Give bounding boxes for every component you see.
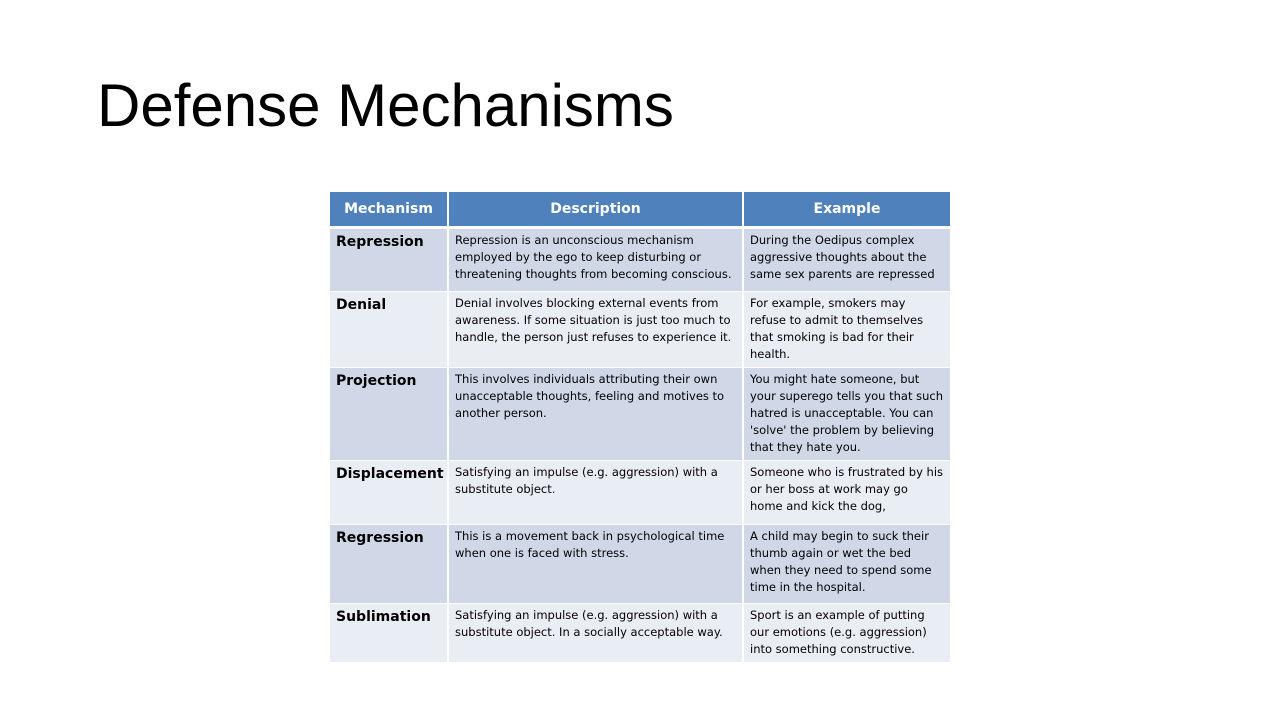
header-description: Description	[448, 192, 743, 228]
mechanism-cell: Denial	[330, 292, 448, 368]
mechanism-cell: Projection	[330, 368, 448, 461]
slide-title: Defense Mechanisms	[97, 72, 674, 139]
example-cell: For example, smokers may refuse to admit to themselves that smoking is bad for their health.	[743, 292, 950, 368]
example-cell: During the Oedipus complex aggressive thoughts about the same sex parents are repressed	[743, 228, 950, 292]
table-row	[330, 228, 950, 292]
table-row	[330, 368, 950, 461]
description-cell: Satisfying an impulse (e.g. aggression) with a substitute object.	[448, 461, 743, 525]
table-header-row	[330, 192, 950, 228]
example-cell: Someone who is frustrated by his or her boss at work may go home and kick the dog,	[743, 461, 950, 525]
example-cell: Sport is an example of putting our emotions (e.g. aggression) into something constructive.	[743, 604, 950, 663]
description-cell: Satisfying an impulse (e.g. aggression) with a substitute object. In a socially acceptable way.	[448, 604, 743, 663]
table-row	[330, 604, 950, 663]
defense-mechanisms-table-container	[330, 192, 950, 663]
defense-mechanisms-table	[330, 192, 950, 663]
table-row	[330, 292, 950, 368]
mechanism-cell: Regression	[330, 525, 448, 604]
mechanism-cell: Sublimation	[330, 604, 448, 663]
description-cell: This is a movement back in psychological time when one is faced with stress.	[448, 525, 743, 604]
header-example: Example	[743, 192, 950, 228]
description-cell: Repression is an unconscious mechanism employed by the ego to keep disturbing or threatening thoughts from becoming conscious.	[448, 228, 743, 292]
description-cell: This involves individuals attributing their own unacceptable thoughts, feeling and motives to another person.	[448, 368, 743, 461]
description-cell: Denial involves blocking external events from awareness. If some situation is just too much to handle, the person just refuses to experience it.	[448, 292, 743, 368]
header-mechanism: Mechanism	[330, 192, 448, 228]
table-row	[330, 461, 950, 525]
mechanism-cell: Repression	[330, 228, 448, 292]
table-row	[330, 525, 950, 604]
example-cell: A child may begin to suck their thumb again or wet the bed when they need to spend some time in the hospital.	[743, 525, 950, 604]
example-cell: You might hate someone, but your superego tells you that such hatred is unacceptable. You can 'solve' the problem by believing that they hate you.	[743, 368, 950, 461]
mechanism-cell: Displacement	[330, 461, 448, 525]
